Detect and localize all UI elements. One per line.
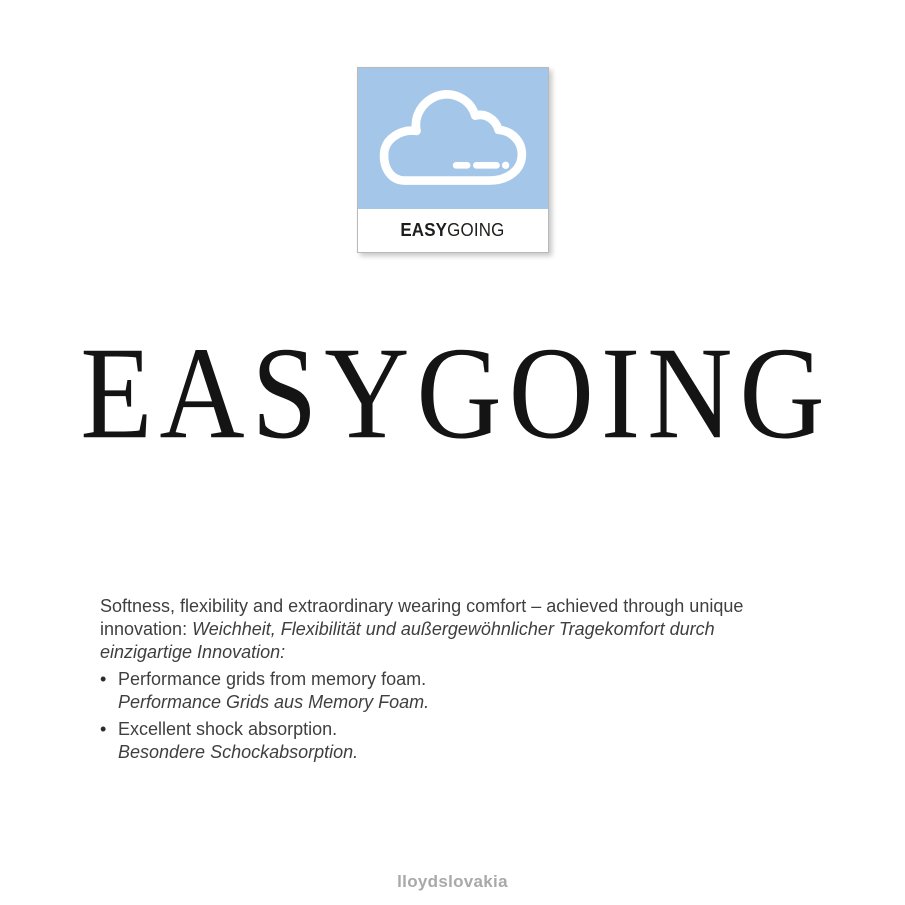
feature-badge <box>357 67 549 253</box>
intro-english: Softness, flexibility and extraordinary wearing comfort – achieved through unique innovation: <box>100 596 744 639</box>
list-item <box>100 718 755 764</box>
feature-german: Performance Grids aus Memory Foam. <box>118 692 430 712</box>
feature-list <box>100 668 755 764</box>
list-item-text <box>118 668 755 714</box>
cloud-speed-icon <box>372 87 534 191</box>
badge-label-regular: GOING <box>447 220 505 240</box>
list-item <box>100 668 755 714</box>
feature-english: Excellent shock absorption. <box>118 719 338 739</box>
badge-icon-area <box>358 68 548 209</box>
watermark-text: lloydslovakia <box>397 872 508 891</box>
feature-english: Performance grids from memory foam. <box>118 669 427 689</box>
badge-label-bold: EASY <box>400 220 448 240</box>
description-block <box>100 595 755 768</box>
bullet-icon: • <box>100 669 107 689</box>
page-title: EASYGOING <box>80 319 832 467</box>
feature-german: Besondere Schockabsorption. <box>118 742 359 762</box>
intro-paragraph <box>100 595 755 664</box>
list-item-text <box>118 718 755 764</box>
intro-german: Weichheit, Flexibilität und außergewöhnlicher Tragekomfort durch einzigartige Innovation: <box>100 619 715 662</box>
badge-label <box>358 209 548 252</box>
bullet-icon: • <box>100 719 107 739</box>
